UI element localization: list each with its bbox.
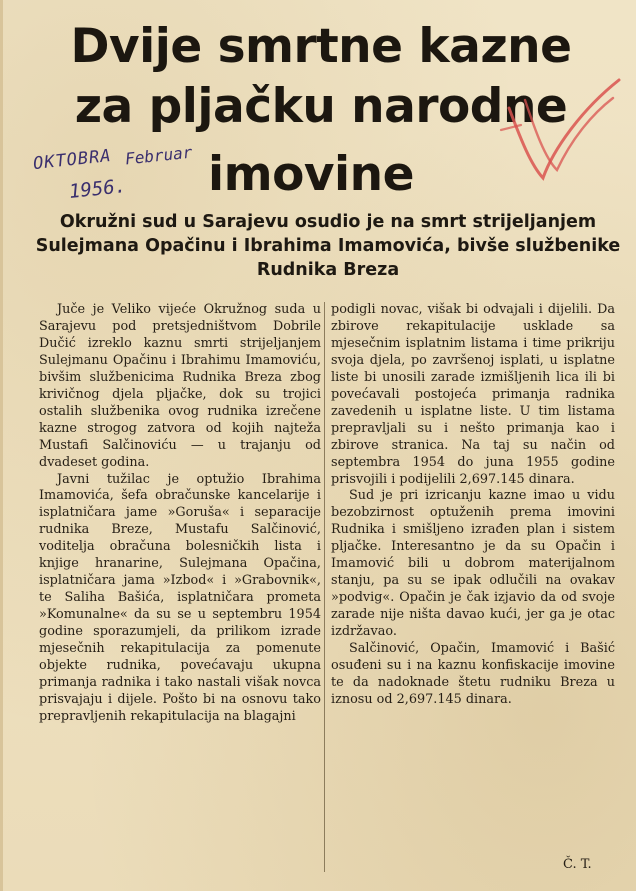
handwritten-month: OKTOBRA (32, 145, 113, 175)
column-divider (324, 302, 325, 872)
headline-line-3: imovine (208, 147, 414, 202)
article-column-left (39, 302, 321, 726)
paragraph: podigli novac, višak bi odvajali i dijelili. Da zbirove rekapitulacije usklade sa mjesečnim isplatnim listama i time prikriju svoja djela, po završenoj isplati, u isplatne liste bi unosili zarade izmišljenih lica ili bi povećavali postojeća primanja radnika zavedenih u isplatne liste. U tim listama prepravljali su i nešto primanja kao i zbirove stranica. Na taj su način od septembra 1954 do juna 1955 godine prisvojili i podijelili 2,697.145 dinara. (331, 302, 615, 487)
handwritten-year: 1956. (68, 175, 128, 203)
red-check-mark-icon (491, 70, 626, 190)
subheadline: Okružni sud u Sarajevu osudio je na smrt strijeljanjem Sulejmana Opačinu i Ibrahima Imamovića, bivše službenike Rudnika Breza (35, 212, 621, 280)
paragraph: Salčinović, Opačin, Imamović i Bašić osuđeni su i na kaznu konfiskacije imovine te da nadoknade štetu rudniku Breza u iznosu od 2,697.145 dinara. (331, 641, 615, 707)
author-signature: Č. T. (563, 857, 592, 872)
headline-line-1: Dvije smrtne kazne (70, 19, 572, 74)
paragraph: Juče je Veliko vijeće Okružnog suda u Sarajevu pod pretsjedništvom Dobrile Dučić izreklo kaznu smrti strijeljanjem Sulejmanu Opačinu i Ibrahimu Imamoviću, bivšim službenicima Rudnika Breza zbog krivičnog djela pljačke, dok su trojici ostalih službenika ovog rudnika izrečene kazne strogog zatvora od kojih najteža Mustafi Salčinoviću — u trajanju od dvadeset godina. (39, 302, 321, 470)
paragraph: Javni tužilac je optužio Ibrahima Imamovića, šefa obračunske kancelarije i isplatničara jame »Goruša« i separacije rudnika Breze, Mustafu Salčinović, voditelja obračuna bolesničkih lista i knjige hranarine, Sulejmana Opačina, isplatničara jama »Izbod« i »Grabovnik«, te Saliha Bašića, isplatničara prometa »Komunalne« da su se u septembru 1954 godine sporazumjeli, da prilikom izrade mjesečnih rekapitulacija za pomenute objekte rudnika, povećavaju ukupna primanja radnika i tako nastali višak novca prisvajaju i dijele. Pošto bi na osnovu tako prepravljenih rekapitulacija na blagajni (39, 471, 321, 724)
headline-line-2: za pljačku narodne (74, 79, 568, 134)
article-column-right (331, 302, 615, 709)
paragraph: Sud je pri izricanju kazne imao u vidu bezobzirnost optuženih prema imovini Rudnika i smišljeno izrađen plan i sistem pljačke. Interesantno je da su Opačin i Imamović bili u dobrom materijalnom stanju, pa su se ipak odlučili na ovakav »podvig«. Opačin je čak izjavio da od svoje zarade nije ništa davao kući, jer ga je otac izdržavao. (331, 488, 615, 640)
handwritten-word: Februar (124, 142, 194, 169)
